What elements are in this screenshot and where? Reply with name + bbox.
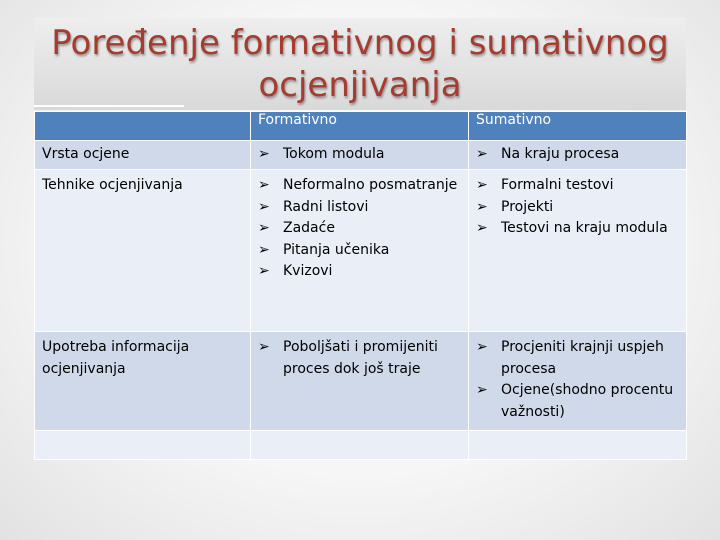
arrow-bullet-icon: ➢ (476, 220, 488, 236)
comparison-table (34, 111, 687, 460)
arrow-bullet-icon: ➢ (476, 339, 488, 355)
arrow-bullet-icon: ➢ (258, 263, 270, 279)
table-row (35, 431, 687, 460)
bullet-list (258, 175, 461, 283)
arrow-bullet-icon: ➢ (258, 198, 270, 215)
list-item: ➢ Ocjene(shodno procentu važnosti) (476, 382, 674, 420)
arrow-bullet-icon: ➢ (258, 220, 270, 236)
bullet-list (476, 337, 679, 423)
arrow-bullet-icon: ➢ (476, 198, 488, 215)
empty-cell (35, 431, 251, 460)
arrow-bullet-icon: ➢ (258, 241, 270, 258)
arrow-bullet-icon: ➢ (476, 146, 488, 163)
list-item: ➢ Kvizovi (258, 261, 461, 283)
list-item: ➢ Neformalno posmatranje (258, 175, 461, 197)
row-label: Tehnike ocjenjivanja (35, 170, 251, 332)
list-item: ➢ Projekti (476, 197, 679, 219)
list-item: ➢ Testovi na kraju modula (476, 218, 679, 240)
arrow-bullet-icon: ➢ (258, 339, 270, 355)
row-label: Vrsta ocjene (35, 141, 251, 170)
bullet-list (476, 144, 679, 166)
header-sumativno: Sumativno (469, 112, 687, 141)
table-header-row (35, 112, 687, 141)
bullet-list (258, 337, 461, 380)
empty-cell (469, 431, 687, 460)
slide-title: Poređenje formativnog i sumativnog ocjenjivanja (51, 23, 669, 105)
formativno-cell (251, 141, 469, 170)
table-row (35, 170, 687, 332)
list-item: ➢ Procjeniti krajnji uspjeh procesa (476, 339, 664, 377)
bullet-list (258, 144, 461, 166)
table-row (35, 332, 687, 431)
bullet-list (476, 175, 679, 240)
formativno-cell (251, 332, 469, 431)
arrow-bullet-icon: ➢ (258, 146, 270, 163)
list-item: ➢ Zadaće (258, 218, 461, 240)
formativno-cell (251, 170, 469, 332)
sumativno-cell (469, 141, 687, 170)
list-item: ➢ Pitanja učenika (258, 240, 461, 262)
sumativno-cell (469, 170, 687, 332)
arrow-bullet-icon: ➢ (476, 382, 488, 398)
arrow-bullet-icon: ➢ (258, 177, 270, 193)
empty-cell (251, 431, 469, 460)
arrow-bullet-icon: ➢ (476, 177, 488, 193)
table-row (35, 141, 687, 170)
sumativno-cell (469, 332, 687, 431)
list-item: ➢ Na kraju procesa (476, 144, 679, 166)
list-item: ➢ Tokom modula (258, 144, 461, 166)
list-item: ➢ Poboljšati i promijeniti proces dok još traje (258, 339, 438, 377)
list-item: ➢ Formalni testovi (476, 175, 679, 197)
header-empty-cell (35, 112, 251, 141)
row-label: Upotreba informacija ocjenjivanja (35, 332, 251, 431)
header-formativno: Formativno (251, 112, 469, 141)
list-item: ➢ Radni listovi (258, 197, 461, 219)
